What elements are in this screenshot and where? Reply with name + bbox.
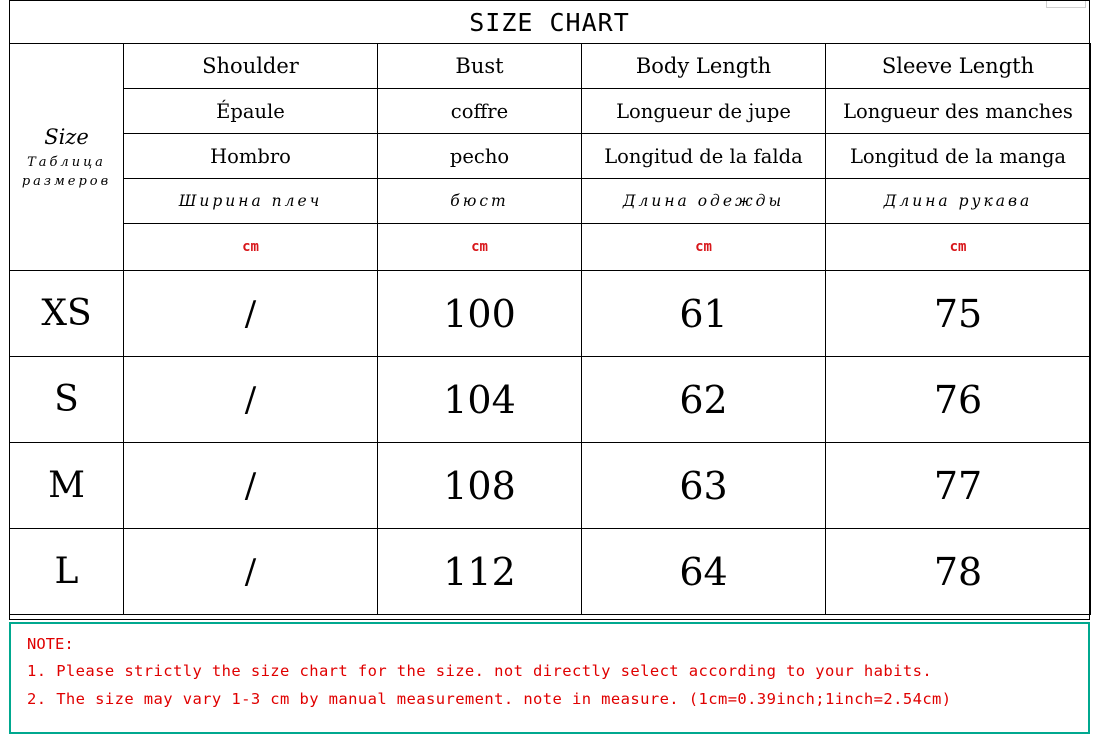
size-chart-table	[9, 43, 1091, 615]
note-line-1: 1. Please strictly the size chart for the size. not directly select according to your habits.	[27, 661, 933, 680]
col-header-bust-en: Bust	[378, 44, 582, 89]
row-size-label: M	[10, 443, 124, 529]
col-header-sleeve-length-es: Longitud de la manga	[826, 134, 1091, 179]
row-sleeve-length-value: 75	[826, 271, 1091, 357]
note-heading: NOTE:	[27, 635, 74, 653]
col-header-body-length-en: Body Length	[582, 44, 826, 89]
col-header-bust-fr: coffre	[378, 89, 582, 134]
size-header-ru-2: размеров	[21, 174, 112, 190]
header-row-units	[10, 224, 1091, 271]
row-bust-value: 108	[378, 443, 582, 529]
note-line-2: 2. The size may vary 1-3 cm by manual measurement. note in measure. (1cm=0.39inch;1inch=2.54cm)	[27, 690, 952, 709]
col-header-bust-es: pecho	[378, 134, 582, 179]
table-row	[10, 357, 1091, 443]
row-body-length-value: 62	[582, 357, 826, 443]
col-header-shoulder-es: Hombro	[124, 134, 378, 179]
row-shoulder-value: /	[124, 357, 378, 443]
size-header-cell	[10, 44, 124, 271]
row-bust-value: 100	[378, 271, 582, 357]
table-row	[10, 529, 1091, 615]
unit-bust: cm	[378, 224, 582, 271]
col-header-body-length-es: Longitud de la falda	[582, 134, 826, 179]
table-row	[10, 443, 1091, 529]
col-header-sleeve-length-fr: Longueur des manches	[826, 89, 1091, 134]
row-sleeve-length-value: 78	[826, 529, 1091, 615]
row-body-length-value: 64	[582, 529, 826, 615]
row-shoulder-value: /	[124, 529, 378, 615]
col-header-shoulder-fr: Épaule	[124, 89, 378, 134]
unit-shoulder: cm	[124, 224, 378, 271]
row-bust-value: 112	[378, 529, 582, 615]
row-bust-value: 104	[378, 357, 582, 443]
col-header-sleeve-length-en: Sleeve Length	[826, 44, 1091, 89]
row-size-label: XS	[10, 271, 124, 357]
col-header-body-length-ru: Длина одежды	[582, 179, 826, 224]
size-header-en: Size	[44, 125, 89, 150]
col-header-shoulder-en: Shoulder	[124, 44, 378, 89]
row-sleeve-length-value: 76	[826, 357, 1091, 443]
header-row-spanish	[10, 134, 1091, 179]
row-body-length-value: 61	[582, 271, 826, 357]
table-row	[10, 271, 1091, 357]
note-box	[9, 622, 1090, 734]
size-header-ru-1: Таблица	[27, 154, 106, 170]
unit-body-length: cm	[582, 224, 826, 271]
col-header-shoulder-ru: Ширина плеч	[124, 179, 378, 224]
row-size-label: S	[10, 357, 124, 443]
row-shoulder-value: /	[124, 271, 378, 357]
row-shoulder-value: /	[124, 443, 378, 529]
col-header-bust-ru: бюст	[378, 179, 582, 224]
header-row-french	[10, 89, 1091, 134]
row-size-label: L	[10, 529, 124, 615]
col-header-sleeve-length-ru: Длина рукава	[826, 179, 1091, 224]
unit-sleeve-length: cm	[826, 224, 1091, 271]
row-body-length-value: 63	[582, 443, 826, 529]
col-header-body-length-fr: Longueur de jupe	[582, 89, 826, 134]
row-sleeve-length-value: 77	[826, 443, 1091, 529]
page-title: SIZE CHART	[469, 8, 630, 37]
header-row-russian	[10, 179, 1091, 224]
header-row-english	[10, 44, 1091, 89]
